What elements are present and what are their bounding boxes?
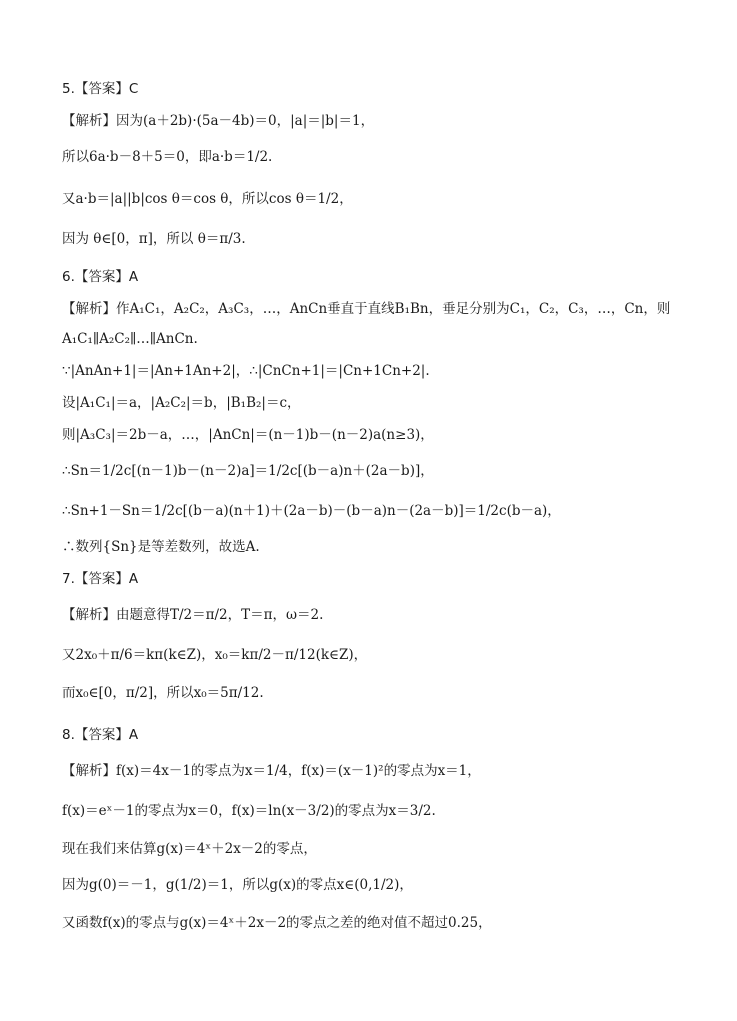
solution-7-line-2: 又2x₀＋π/6＝kπ(k∈Z)，x₀＝kπ/2－π/12(k∈Z)， xyxy=(62,647,368,663)
solution-6-line-2: A₁C₁∥A₂C₂∥…∥AnCn. xyxy=(62,331,198,347)
solution-8-line-4: 因为g(0)＝－1，g(1/2)＝1，所以g(x)的零点x∈(0,1/2)， xyxy=(62,877,413,893)
solution-8-line-3: 现在我们来估算g(x)＝4ˣ＋2x－2的零点， xyxy=(62,841,317,857)
answer-5-heading: 5.【答案】C xyxy=(62,81,139,97)
solution-5-line-1: 【解析】因为(a＋2b)·(5a－4b)＝0，|a|＝|b|＝1， xyxy=(62,113,375,129)
solution-8-line-1: 【解析】f(x)＝4x－1的零点为x＝1/4，f(x)＝(x－1)²的零点为x＝1， xyxy=(62,763,481,779)
solution-6-line-1: 【解析】作A₁C₁，A₂C₂，A₃C₃，…，AnCn垂直于直线B₁Bn，垂足分别为C₁，C₂，C₃，…，Cn，则 xyxy=(62,301,671,317)
solution-5-line-2: 所以6a·b－8＋5＝0，即a·b＝1/2. xyxy=(62,149,273,165)
solution-6-line-3: ∵|AnAn+1|＝|An+1An+2|，∴|CnCn+1|＝|Cn+1Cn+2|. xyxy=(62,363,430,379)
solution-5-line-3: 又a·b＝|a||b|cos θ＝cos θ，所以cos θ＝1/2， xyxy=(62,191,353,207)
solution-5-line-4: 因为 θ∈[0，π]，所以 θ＝π/3. xyxy=(62,231,246,247)
solution-8-line-5: 又函数f(x)的零点与g(x)＝4ˣ＋2x－2的零点之差的绝对值不超过0.25， xyxy=(62,915,492,931)
solution-7-line-1: 【解析】由题意得T/2＝π/2，T＝π，ω＝2. xyxy=(62,607,324,623)
answer-7-heading: 7.【答案】A xyxy=(62,571,139,587)
solution-8-line-2: f(x)＝eˣ－1的零点为x＝0，f(x)＝ln(x－3/2)的零点为x＝3/2. xyxy=(62,803,436,819)
solution-6-line-7: ∴Sn+1－Sn＝1/2c[(b－a)(n＋1)＋(2a－b)－(b－a)n－(2a－b)]＝1/2c(b－a)， xyxy=(62,503,561,519)
answer-8-heading: 8.【答案】A xyxy=(62,727,139,743)
solution-7-line-3: 而x₀∈[0，π/2]，所以x₀＝5π/12. xyxy=(62,685,264,701)
solution-6-line-4: 设|A₁C₁|＝a，|A₂C₂|＝b，|B₁B₂|＝c， xyxy=(62,395,301,411)
answer-6-heading: 6.【答案】A xyxy=(62,269,139,285)
solution-6-line-8: ∴数列{Sn}是等差数列，故选A. xyxy=(62,539,260,555)
solution-6-line-5: 则|A₃C₃|＝2b－a，…，|AnCn|＝(n－1)b－(n－2)a(n≥3)， xyxy=(62,427,434,443)
solution-6-line-6: ∴Sn＝1/2c[(n－1)b－(n－2)a]＝1/2c[(b－a)n＋(2a－b)]， xyxy=(62,463,434,479)
